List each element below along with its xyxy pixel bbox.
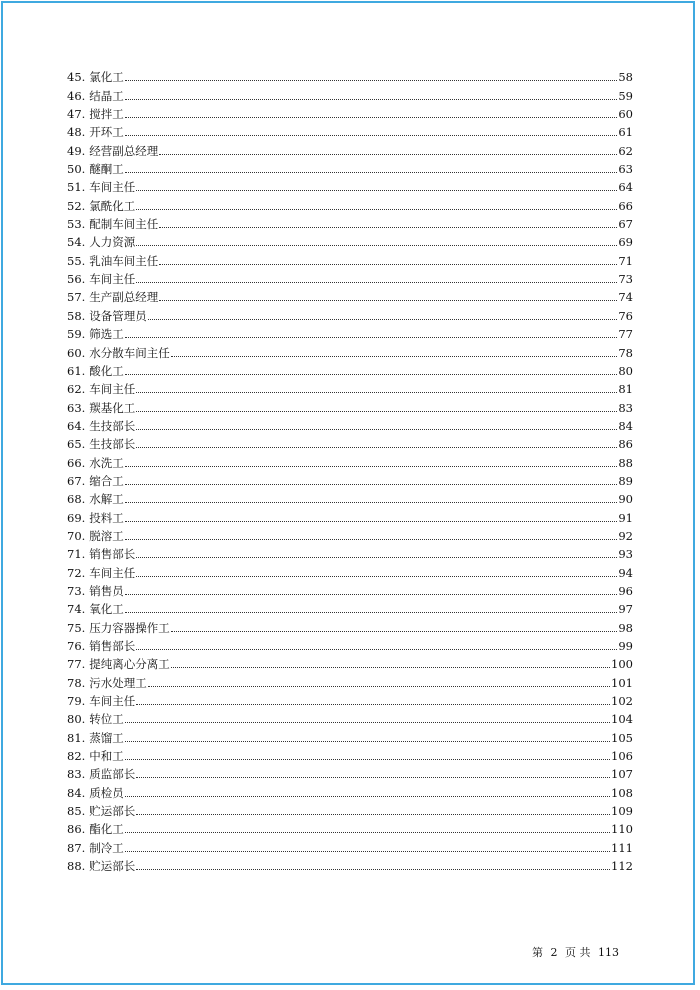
toc-entry-number: 67. — [67, 473, 86, 488]
toc-dot-leader — [125, 171, 618, 173]
toc-entry-page: 96 — [618, 583, 633, 598]
toc-entry[interactable] — [67, 121, 633, 139]
toc-dot-leader — [136, 428, 617, 430]
toc-dot-leader — [125, 98, 618, 100]
toc-entry-page: 84 — [618, 418, 633, 433]
toc-entry-number: 66. — [67, 455, 86, 470]
toc-entry-title: 水洗工 — [89, 455, 124, 470]
toc-entry[interactable] — [67, 194, 633, 212]
toc-entry[interactable] — [67, 671, 633, 689]
toc-entry-page: 60 — [618, 107, 633, 122]
toc-entry[interactable] — [67, 66, 633, 84]
toc-entry-title: 氧化工 — [89, 602, 124, 617]
toc-dot-leader — [125, 501, 618, 503]
toc-entry-number: 56. — [67, 272, 86, 287]
toc-entry-number: 60. — [67, 345, 86, 360]
toc-entry[interactable] — [67, 396, 633, 414]
toc-entry-page: 76 — [618, 308, 633, 323]
toc-entry-number: 58. — [67, 308, 86, 323]
toc-entry-title: 生技部长 — [89, 437, 136, 452]
toc-entry-title: 结晶工 — [89, 88, 124, 103]
toc-entry-title: 车间主任 — [89, 382, 136, 397]
toc-entry-page: 83 — [618, 400, 633, 415]
toc-entry-page: 61 — [618, 125, 633, 140]
toc-entry-page: 81 — [618, 382, 633, 397]
toc-entry-title: 氯酰化工 — [89, 198, 136, 213]
toc-entry[interactable] — [67, 378, 633, 396]
toc-entry-number: 81. — [67, 730, 86, 745]
toc-dot-leader — [136, 776, 610, 778]
toc-entry[interactable] — [67, 653, 633, 671]
toc-dot-leader — [159, 299, 617, 301]
toc-entry[interactable] — [67, 360, 633, 378]
footer-middle: 页 共 — [565, 946, 591, 959]
toc-dot-leader — [136, 813, 610, 815]
toc-entry[interactable] — [67, 616, 633, 634]
toc-entry[interactable] — [67, 84, 633, 102]
toc-dot-leader — [136, 703, 610, 705]
toc-entry-page: 90 — [618, 492, 633, 507]
toc-entry-page: 66 — [618, 198, 633, 213]
toc-entry-page: 99 — [618, 639, 633, 653]
toc-entry-page: 106 — [611, 749, 633, 764]
toc-entry-page: 77 — [618, 327, 633, 342]
toc-entry-title: 销售员 — [89, 583, 124, 598]
toc-dot-leader — [148, 685, 610, 687]
toc-entry[interactable] — [67, 268, 633, 286]
toc-entry-number: 84. — [67, 785, 86, 800]
toc-entry-title: 贮运部长 — [89, 804, 136, 819]
toc-dot-leader — [125, 520, 618, 522]
toc-entry-page: 88 — [618, 455, 633, 470]
toc-entry-title: 生产副总经理 — [89, 290, 159, 305]
toc-entry-title: 乳油车间主任 — [89, 253, 159, 268]
toc-dot-leader — [125, 850, 610, 852]
toc-dot-leader — [125, 373, 618, 375]
toc-entry-title: 酸化工 — [89, 363, 124, 378]
toc-entry-page: 67 — [618, 217, 633, 232]
toc-entry-number: 83. — [67, 767, 86, 782]
toc-entry[interactable] — [67, 818, 633, 836]
toc-dot-leader — [125, 758, 610, 760]
toc-entry-title: 设备管理员 — [89, 308, 147, 323]
toc-entry-number: 85. — [67, 804, 86, 819]
toc-entry[interactable] — [67, 341, 633, 359]
toc-entry-number: 54. — [67, 235, 86, 250]
toc-entry[interactable] — [67, 415, 633, 433]
toc-entry-title: 提纯离心分离工 — [89, 657, 170, 672]
toc-entry[interactable] — [67, 580, 633, 598]
toc-entry-title: 销售部长 — [89, 547, 136, 562]
toc-dot-leader — [136, 391, 617, 393]
toc-entry-page: 98 — [618, 620, 633, 635]
toc-dot-leader — [171, 666, 610, 668]
toc-dot-leader — [125, 483, 618, 485]
toc-dot-leader — [125, 795, 610, 797]
toc-entry-title: 中和工 — [89, 749, 124, 764]
toc-entry-page: 89 — [618, 473, 633, 488]
toc-entry-number: 88. — [67, 859, 86, 874]
toc-entry-title: 贮运部长 — [89, 859, 136, 874]
toc-entry-title: 质检员 — [89, 785, 124, 800]
toc-entry-title: 污水处理工 — [89, 675, 147, 690]
toc-dot-leader — [148, 318, 618, 320]
toc-entry-number: 77. — [67, 657, 86, 672]
toc-entry-number: 70. — [67, 528, 86, 543]
toc-entry[interactable] — [67, 451, 633, 469]
toc-entry[interactable] — [67, 745, 633, 763]
toc-entry-number: 55. — [67, 253, 86, 268]
page-footer — [532, 944, 623, 960]
toc-entry-number: 53. — [67, 217, 86, 232]
toc-entry-page: 69 — [618, 235, 633, 250]
toc-dot-leader — [125, 336, 618, 338]
toc-dot-leader — [125, 465, 618, 467]
toc-entry[interactable] — [67, 158, 633, 176]
toc-entry[interactable] — [67, 635, 633, 653]
footer-current-page: 2 — [550, 946, 558, 959]
toc-entry-number: 57. — [67, 290, 86, 305]
toc-dot-leader — [171, 355, 618, 357]
toc-dot-leader — [136, 575, 617, 577]
toc-entry-title: 车间主任 — [89, 694, 136, 709]
toc-entry-page: 101 — [611, 675, 633, 690]
toc-entry-page: 73 — [618, 272, 633, 287]
toc-entry[interactable] — [67, 470, 633, 488]
toc-entry-number: 62. — [67, 382, 86, 397]
toc-dot-leader — [136, 446, 617, 448]
toc-entry-title: 车间主任 — [89, 565, 136, 580]
toc-entry-page: 71 — [618, 253, 633, 268]
toc-entry-title: 开环工 — [89, 125, 124, 140]
toc-entry[interactable] — [67, 213, 633, 231]
toc-entry-page: 107 — [611, 767, 633, 782]
toc-entry-number: 69. — [67, 510, 86, 525]
toc-entry-title: 羰基化工 — [89, 400, 136, 415]
toc-entry-number: 59. — [67, 327, 86, 342]
toc-entry[interactable] — [67, 286, 633, 304]
toc-entry-title: 人力资源 — [89, 235, 136, 250]
toc-entry-number: 51. — [67, 180, 86, 195]
toc-entry-page: 104 — [611, 712, 633, 727]
toc-entry[interactable] — [67, 561, 633, 579]
toc-entry-number: 52. — [67, 198, 86, 213]
toc-entry[interactable] — [67, 855, 633, 873]
toc-entry-page: 93 — [618, 547, 633, 562]
toc-dot-leader — [136, 868, 610, 870]
toc-entry-title: 制冷工 — [89, 840, 124, 855]
toc-dot-leader — [125, 740, 610, 742]
toc-entry-page: 86 — [618, 437, 633, 452]
toc-dot-leader — [136, 244, 617, 246]
toc-entry-page: 80 — [618, 363, 633, 378]
toc-entry[interactable] — [67, 323, 633, 341]
toc-entry-page: 63 — [618, 162, 633, 177]
toc-entry-number: 80. — [67, 712, 86, 727]
toc-entry-title: 蒸馏工 — [89, 730, 124, 745]
toc-entry-number: 76. — [67, 639, 86, 653]
toc-entry-page: 109 — [611, 804, 633, 819]
toc-entry-number: 63. — [67, 400, 86, 415]
toc-entry-title: 配制车间主任 — [89, 217, 159, 232]
toc-entry-number: 50. — [67, 162, 86, 177]
toc-entry-page: 94 — [618, 565, 633, 580]
toc-entry-title: 车间主任 — [89, 272, 136, 287]
toc-entry-page: 59 — [618, 88, 633, 103]
toc-dot-leader — [125, 721, 610, 723]
toc-entry-number: 61. — [67, 363, 86, 378]
toc-dot-leader — [136, 648, 617, 650]
toc-entry-title: 筛选工 — [89, 327, 124, 342]
toc-dot-leader — [125, 831, 610, 833]
toc-entry[interactable] — [67, 525, 633, 543]
toc-entry[interactable] — [67, 506, 633, 524]
footer-total-pages: 113 — [598, 946, 619, 959]
toc-entry-number: 49. — [67, 143, 86, 158]
toc-entry-title: 生技部长 — [89, 418, 136, 433]
toc-entry[interactable] — [67, 726, 633, 744]
toc-entry-page: 111 — [611, 840, 633, 855]
toc-entry[interactable] — [67, 488, 633, 506]
footer-prefix: 第 — [532, 946, 543, 959]
toc-entry-title: 车间主任 — [89, 180, 136, 195]
toc-dot-leader — [136, 281, 617, 283]
toc-entry[interactable] — [67, 763, 633, 781]
toc-entry[interactable] — [67, 800, 633, 818]
toc-entry-page: 110 — [611, 822, 633, 837]
toc-entry-page: 108 — [611, 785, 633, 800]
toc-entry-number: 87. — [67, 840, 86, 855]
toc-dot-leader — [136, 189, 617, 191]
toc-entry-number: 78. — [67, 675, 86, 690]
toc-entry[interactable] — [67, 598, 633, 616]
toc-entry-title: 醚酮工 — [89, 162, 124, 177]
toc-entry[interactable] — [67, 433, 633, 451]
toc-entry-title: 转位工 — [89, 712, 124, 727]
toc-entry-page: 112 — [611, 859, 633, 874]
toc-entry[interactable] — [67, 708, 633, 726]
toc-entry-title: 销售部长 — [89, 639, 136, 653]
toc-entry-number: 48. — [67, 125, 86, 140]
toc-entry-number: 46. — [67, 88, 86, 103]
toc-entry-number: 72. — [67, 565, 86, 580]
toc-dot-leader — [171, 630, 618, 632]
toc-dot-leader — [125, 116, 618, 118]
toc-entry-number: 82. — [67, 749, 86, 764]
toc-entry[interactable] — [67, 176, 633, 194]
toc-entry-number: 47. — [67, 107, 86, 122]
toc-dot-leader — [125, 611, 618, 613]
toc-entry-page: 78 — [618, 345, 633, 360]
toc-dot-leader — [125, 593, 618, 595]
toc-entry-number: 73. — [67, 583, 86, 598]
toc-entry-page: 92 — [618, 528, 633, 543]
toc-dot-leader — [136, 410, 617, 412]
toc-entry[interactable] — [67, 304, 633, 322]
toc-entry-page: 64 — [618, 180, 633, 195]
toc-entry-number: 79. — [67, 694, 86, 709]
toc-entry-title: 脱溶工 — [89, 528, 124, 543]
toc-entry-number: 71. — [67, 547, 86, 562]
toc-entry-number: 65. — [67, 437, 86, 452]
toc-entry-title: 压力容器操作工 — [89, 620, 170, 635]
toc-entry-title: 水解工 — [89, 492, 124, 507]
toc-entry-page: 62 — [618, 143, 633, 158]
toc-entry-page: 102 — [611, 694, 633, 709]
toc-dot-leader — [125, 134, 618, 136]
toc-entry[interactable] — [67, 249, 633, 267]
table-of-contents — [67, 66, 633, 873]
toc-dot-leader — [159, 263, 617, 265]
toc-entry-page: 97 — [618, 602, 633, 617]
toc-entry-title: 搅拌工 — [89, 107, 124, 122]
toc-entry[interactable] — [67, 543, 633, 561]
toc-entry-title: 投料工 — [89, 510, 124, 525]
toc-entry-number: 74. — [67, 602, 86, 617]
toc-dot-leader — [159, 153, 617, 155]
toc-dot-leader — [125, 79, 618, 81]
toc-entry-page: 91 — [618, 510, 633, 525]
toc-entry-page: 100 — [611, 657, 633, 672]
toc-dot-leader — [159, 226, 617, 228]
toc-entry-page: 58 — [618, 70, 633, 85]
toc-entry-number: 75. — [67, 620, 86, 635]
toc-entry-number: 64. — [67, 418, 86, 433]
toc-entry-number: 86. — [67, 822, 86, 837]
toc-entry[interactable] — [67, 103, 633, 121]
toc-entry-number: 68. — [67, 492, 86, 507]
toc-entry-number: 45. — [67, 70, 86, 85]
toc-entry-title: 酯化工 — [89, 822, 124, 837]
toc-entry[interactable] — [67, 139, 633, 157]
toc-dot-leader — [136, 208, 617, 210]
toc-entry[interactable] — [67, 690, 633, 708]
toc-entry-title: 经营副总经理 — [89, 143, 159, 158]
toc-entry-page: 74 — [618, 290, 633, 305]
toc-entry[interactable] — [67, 231, 633, 249]
toc-dot-leader — [125, 538, 618, 540]
toc-entry[interactable] — [67, 781, 633, 799]
toc-entry-title: 质监部长 — [89, 767, 136, 782]
toc-entry-title: 氯化工 — [89, 70, 124, 85]
toc-entry-title: 水分散车间主任 — [89, 345, 170, 360]
toc-entry-title: 缩合工 — [89, 473, 124, 488]
toc-entry-page: 105 — [611, 730, 633, 745]
toc-dot-leader — [136, 556, 617, 558]
toc-entry[interactable] — [67, 836, 633, 854]
